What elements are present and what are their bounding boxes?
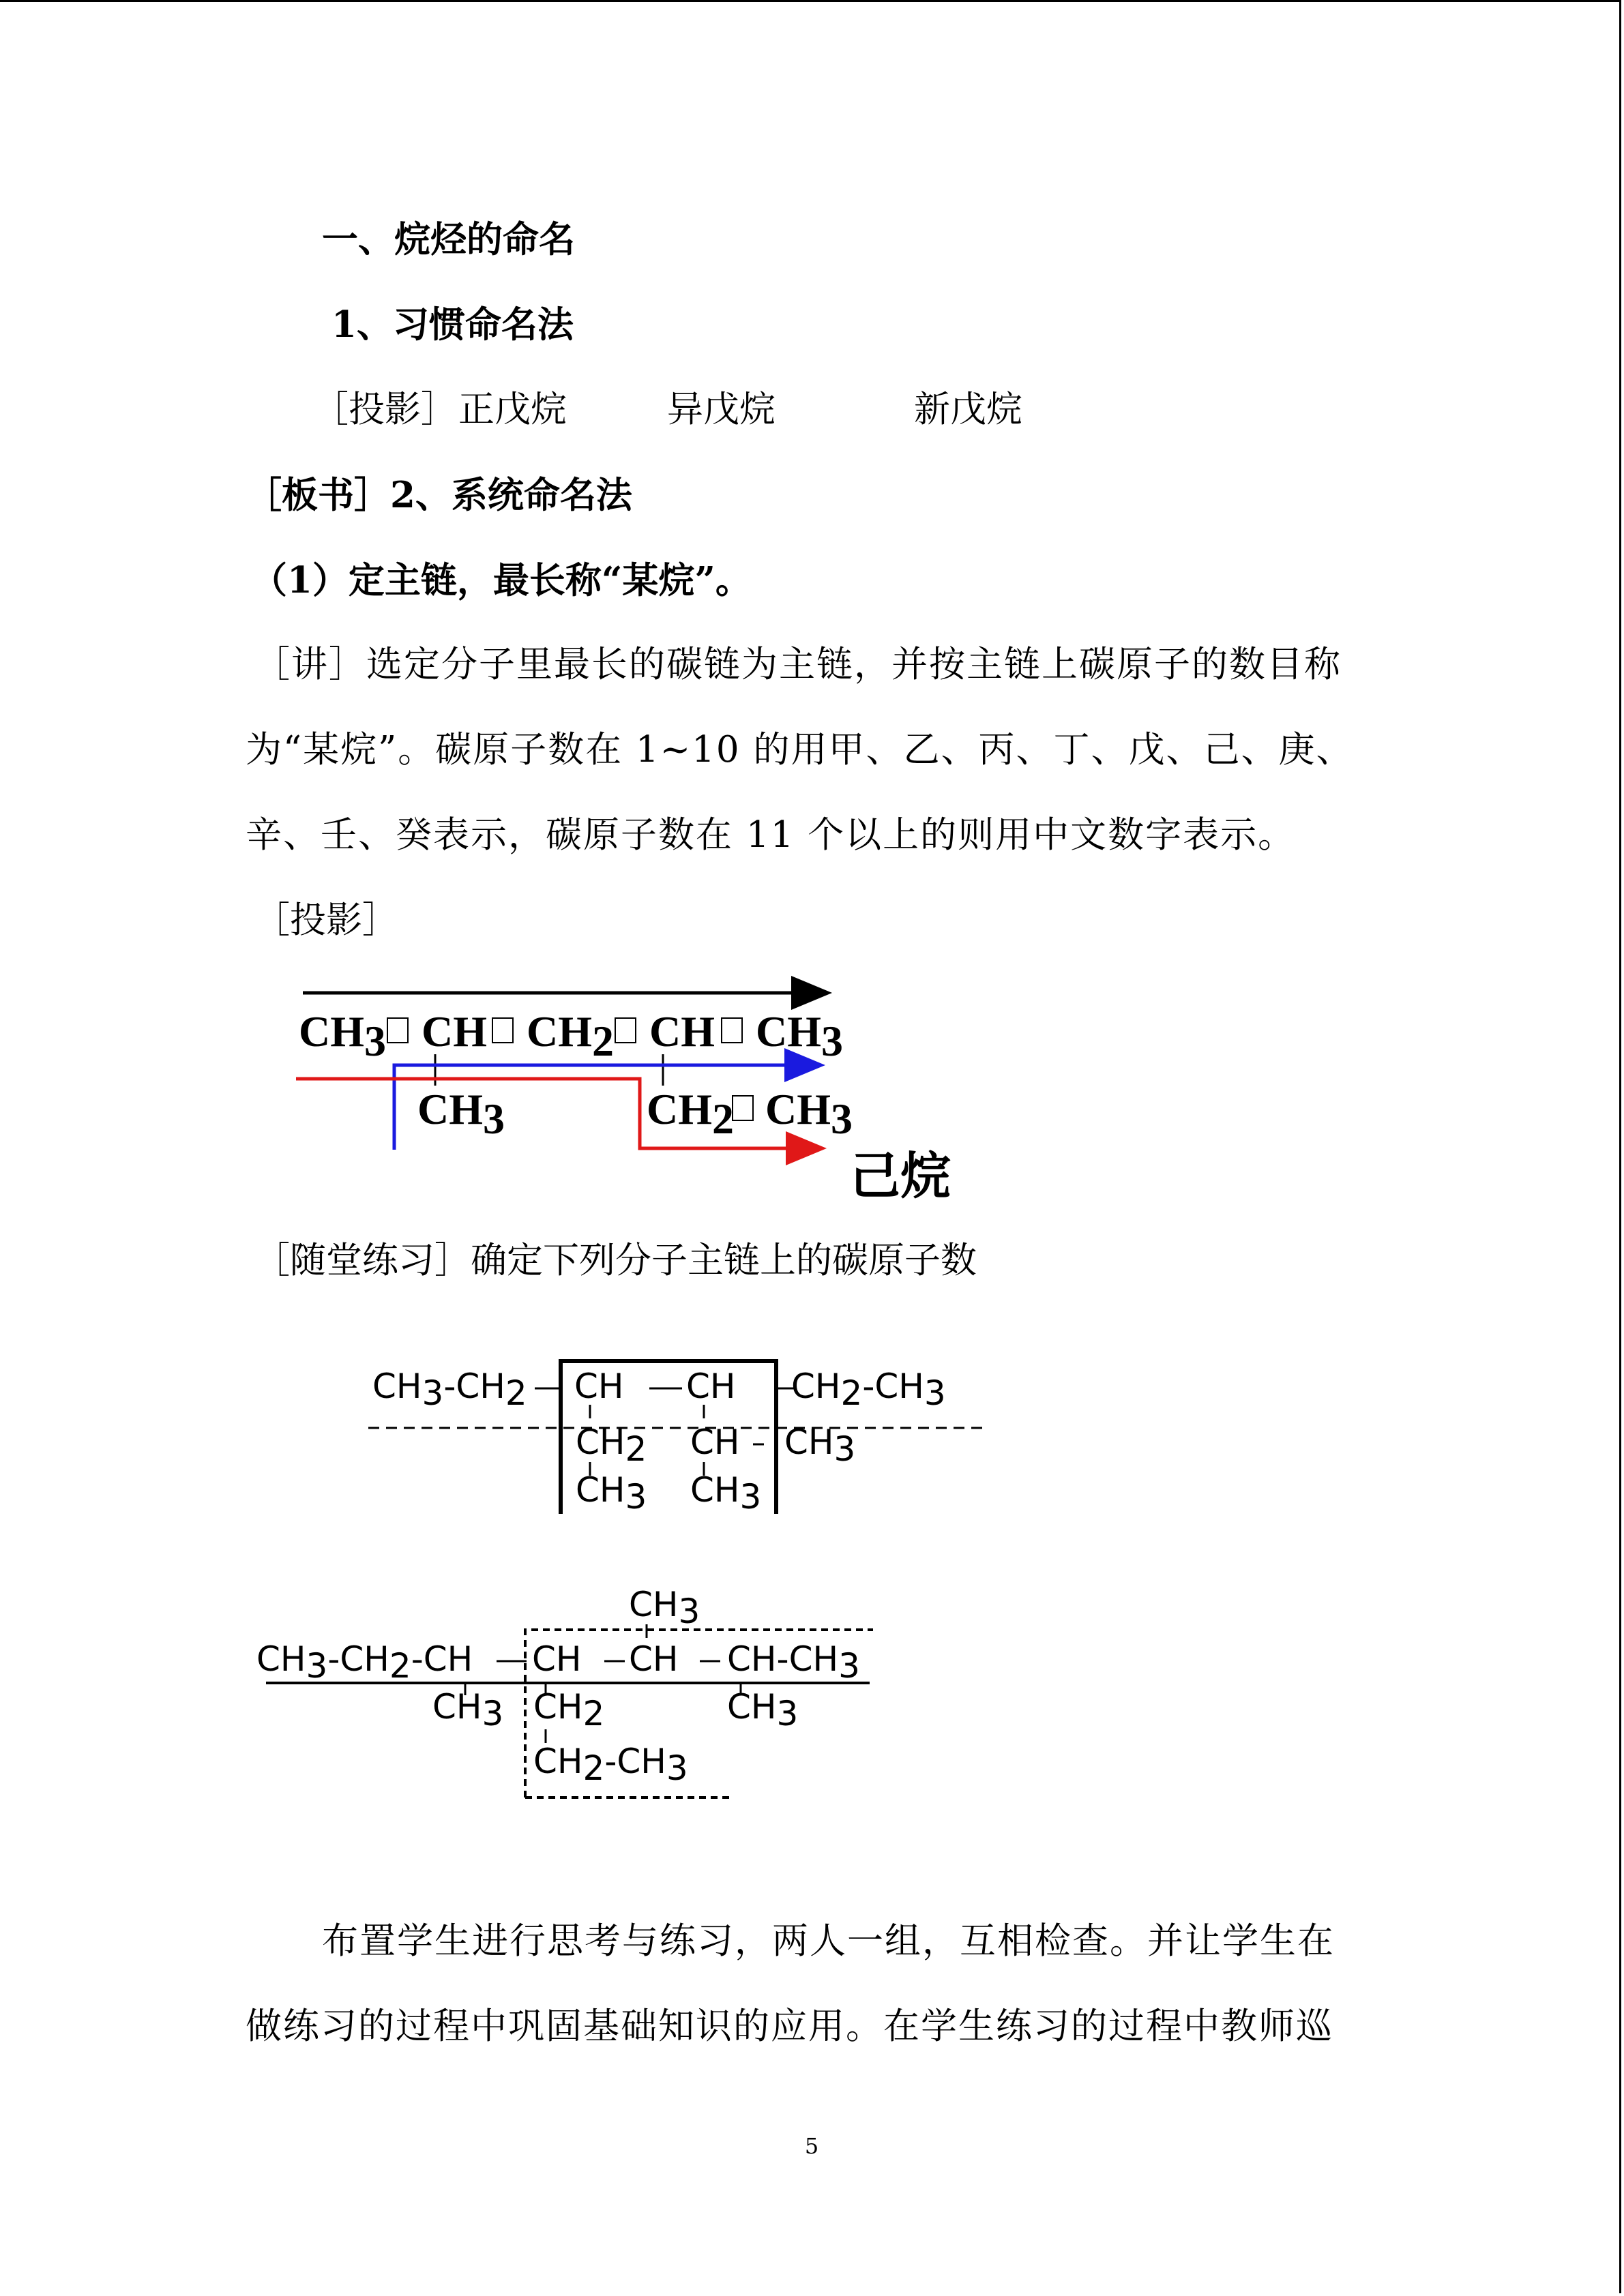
ch3-left: CH3 [299,1007,386,1065]
ch2-branch: CH2 [576,1422,647,1469]
projection-label: ［投影］ [254,899,398,941]
bond-box [387,1018,408,1043]
ch3-group: CH3-CH2 [372,1367,527,1413]
exercise-molecule-2 [246,1575,900,1807]
exercise-label: ［随堂练习］确定下列分子主链上的碳原子数 [254,1240,977,1281]
closing-line-2: 做练习的过程中巩固基础知识的应用。在学生练习的过程中教师巡 [246,2006,1333,2047]
projection-line [312,386,457,434]
ch-4: CH [649,1007,715,1056]
board-heading: ［板书］2、系统命名法 [246,474,632,516]
hexane-main-chain-figure [286,968,982,1214]
rule-1: （1）定主链，最长称“某烷”。 [251,559,752,601]
closing-line-1: 布置学生进行思考与练习，两人一组，互相检查。并让学生在 [322,1920,1335,1962]
ch-branch: CH [690,1422,740,1462]
neo-pentane-label: 新戊烷 [914,389,1022,430]
ch-group: CH [686,1367,736,1406]
ch-main: CH [532,1639,582,1679]
ch2-ch3-branch: CH2-CH3 [533,1742,688,1788]
lecture-line-2: 为“某烷”。碳原子数在 1~10 的用甲、乙、丙、丁、戊、己、庚、 [246,729,1354,771]
ch-main: CH [629,1639,679,1679]
ch-2: CH [422,1007,487,1056]
bond-box [615,1018,636,1043]
lecture-line-3: 辛、壬、癸表示，碳原子数在 11 个以上的则用中文数字表示。 [246,814,1296,856]
result-label-hexane: 己烷 [850,1147,951,1206]
n-pentane-label: 正戊烷 [458,389,567,430]
lecture-line-1: ［讲］选定分子里最长的碳链为主链，并按主链上碳原子的数目称 [254,644,1342,685]
ch2-3: CH2 [527,1007,614,1065]
section-heading: 一、烷烃的命名 [322,218,575,260]
page-number: 5 [804,2133,819,2159]
ch-ch3-main: CH-CH3 [727,1639,860,1686]
subsection-heading: 1、习惯命名法 [331,303,574,346]
bond-box [492,1018,513,1043]
projection-tag: ［投影］ [312,389,457,430]
bond-box [733,1096,753,1120]
ch3-branch: CH3 [432,1687,504,1733]
ch3-branch: CH3 [727,1687,799,1733]
ch2-ch3-group: CH2-CH3 [791,1367,946,1413]
ch3-branch: CH3 [417,1085,505,1143]
ch3-right: CH3 [756,1007,843,1065]
exercise-molecule-1 [355,1350,1009,1534]
ch3-branch: CH3 [784,1422,856,1469]
ch3-branch: CH3 [576,1470,647,1517]
iso-pentane-label: 异戊烷 [667,389,776,430]
main-row-left: CH3-CH2-CH [256,1639,473,1686]
ch3-top: CH3 [629,1585,700,1631]
ch2-branch: CH2 [647,1085,734,1143]
ch3-branch-end: CH3 [765,1085,853,1143]
main-chain-arrow-red [296,1079,820,1148]
ch-group: CH [574,1367,624,1406]
ch2-branch: CH2 [533,1687,605,1733]
ch3-branch: CH3 [690,1470,762,1517]
bond-box [722,1018,742,1043]
